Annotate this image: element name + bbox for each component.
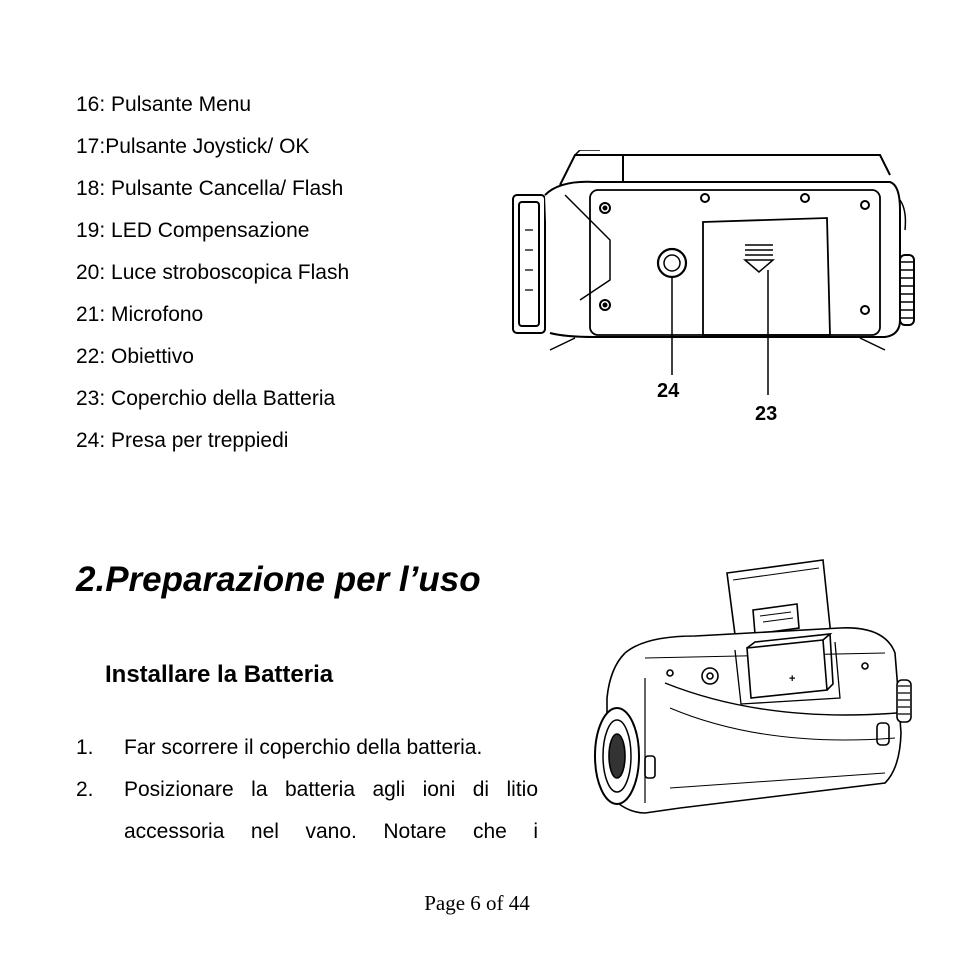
section-title: 2.Preparazione per l’uso — [76, 560, 481, 599]
parts-list-item: 23: Coperchio della Batteria — [76, 387, 336, 410]
parts-list-item: 19: LED Compensazione — [76, 219, 310, 242]
step-number: 1. — [76, 736, 94, 759]
step-text: Far scorrere il coperchio della batteria. — [124, 736, 483, 759]
step-number: 2. — [76, 778, 94, 801]
callout-label-24: 24 — [657, 380, 680, 402]
svg-text:+: + — [789, 673, 796, 685]
install-steps-list — [76, 727, 538, 853]
step-item — [76, 769, 538, 853]
parts-list-item: 21: Microfono — [76, 303, 204, 326]
parts-list-item: 20: Luce stroboscopica Flash — [76, 261, 350, 284]
parts-list-item: 18: Pulsante Cancella/ Flash — [76, 177, 344, 200]
callout-label-23: 23 — [755, 403, 778, 425]
subsection-title: Installare la Batteria — [105, 661, 334, 688]
parts-list — [76, 84, 349, 462]
step-text-line: accessoria nel vano. Notare che i — [124, 820, 538, 843]
parts-list-item: 16: Pulsante Menu — [76, 93, 252, 116]
step-item — [76, 727, 538, 769]
parts-list-item: 22: Obiettivo — [76, 345, 194, 368]
step-text-line: Posizionare la batteria agli ioni di litio — [124, 778, 538, 801]
parts-list-item: 24: Presa per treppiedi — [76, 429, 289, 452]
page-number: Page 6 of 44 — [424, 891, 530, 915]
battery-installation-illustration — [585, 558, 920, 833]
camcorder-bottom-illustration — [505, 150, 925, 440]
parts-list-item: 17:Pulsante Joystick/ OK — [76, 135, 310, 158]
